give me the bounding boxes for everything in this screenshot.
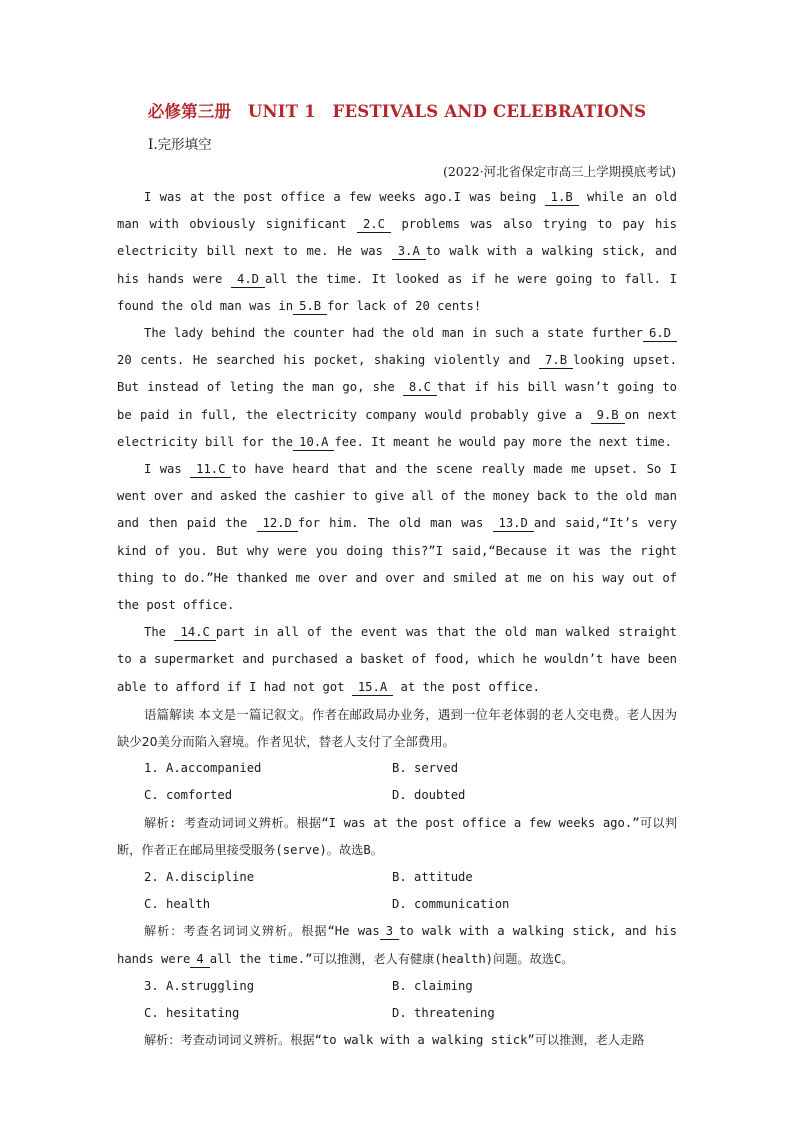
analysis-text: 解析：考查名词词义辨析。根据“He was 3 to walk with a walking stick, and his hands were 4 all the time.”可以推测，老人有健康(health)问题。故选C。 — [117, 924, 677, 966]
passage-paragraph-1: I was at the post office a few weeks ago.I was being 1.B while an old man with obviously significant 2.C problems was also trying to pay his electricity bill next to me. He was 3.A to walk with a walking stick, and his hands were 4.D all the time. It looked as if he were going to fall. I found the old man was in 5.B for lack of 20 cents! — [117, 190, 678, 313]
analysis-text: 解析：考查动词词义辨析。根据“to walk with a walking stick”可以推测，老人走路 — [144, 1033, 645, 1048]
answer-blank: 7.B — [539, 353, 573, 369]
answer-blank: 13.D — [493, 516, 534, 532]
answer-blank: 3.A — [392, 244, 426, 260]
options-row — [117, 891, 677, 918]
answer-blank: 1.B — [545, 190, 579, 206]
options-row — [117, 973, 677, 1000]
answer-blank: 4 — [190, 952, 209, 968]
passage-paragraph-3: I was 11.C to have heard that and the scene really made me upset. So I went over and asked the cashier to give all of the money back to the old man and then paid the 12.D for him. The old man was 13.D and said,“It’s very kind of you. But why were you doing this?”I said,“Because it was the right thing to do.”He thanked me over and over and smiled at me on his way out of the post office. — [117, 462, 677, 613]
answer-blank: 6.D — [643, 326, 677, 342]
page-title: 必修第三册 UNIT 1 FESTIVALS AND CELEBRATIONS — [147, 102, 647, 121]
passage-paragraph-4: The 14.C part in all of the event was that the old man walked straight to a supermarket and purchased a basket of food, which he wouldn’t have been able to afford if I had not got 15.A at the post office. — [117, 625, 677, 694]
options-row — [117, 1000, 677, 1027]
analysis-text: 解析: 考查动词词义辨析。根据“I was at the post office a few weeks ago.”可以判断，作者正在邮局里接受服务(serve)。故选B。 — [117, 815, 677, 857]
answer-blank: 9.B — [591, 408, 625, 424]
answer-blank: 10.A — [293, 435, 334, 451]
option: B. claiming — [392, 978, 473, 993]
answer-blank: 8.C — [403, 380, 437, 396]
option: D. threatening — [392, 1006, 495, 1021]
answer-blank: 3 — [380, 924, 399, 940]
option: C. comforted — [144, 788, 233, 803]
option: 3. A.struggling — [144, 978, 255, 993]
options-row — [117, 755, 677, 782]
option: 1. A.accompanied — [144, 761, 262, 776]
passage-summary: 语篇解读 本文是一篇记叙文。作者在邮政局办业务，遇到一位年老体弱的老人交电费。老人因为缺少20美分而陷入窘境。作者见状，替老人支付了全部费用。 — [117, 706, 677, 750]
answer-blank: 14.C — [174, 625, 215, 641]
answer-blank: 11.C — [190, 462, 231, 478]
option: C. hesitating — [144, 1006, 240, 1021]
options-row — [117, 864, 677, 891]
answer-blank: 12.D — [257, 516, 298, 532]
source-note: (2022·河北省保定市高三上学期摸底考试) — [442, 164, 676, 179]
answer-blank: 4.D — [231, 272, 265, 288]
section-heading: Ⅰ.完形填空 — [148, 137, 212, 153]
option: D. doubted — [392, 788, 466, 803]
answer-blank: 15.A — [352, 680, 393, 696]
option: B. served — [392, 761, 459, 776]
main-content — [117, 184, 677, 1055]
option: C. health — [144, 897, 211, 912]
option: 2. A.discipline — [144, 870, 255, 885]
answer-blank: 5.B — [293, 299, 327, 315]
option: D. communication — [392, 897, 510, 912]
options-row — [117, 782, 677, 809]
answer-blank: 2.C — [357, 217, 391, 233]
passage-paragraph-2: The lady behind the counter had the old man in such a state further 6.D20 cents. He searched his pocket, shaking violently and 7.B looking upset. But instead of leting the man go, she 8.C that if his bill wasn’t going to be paid in full, the electricity company would probably give a 9.B on next electricity bill for the 10.A fee. It meant he would pay more the next time. — [117, 326, 677, 449]
option: B. attitude — [392, 870, 473, 885]
